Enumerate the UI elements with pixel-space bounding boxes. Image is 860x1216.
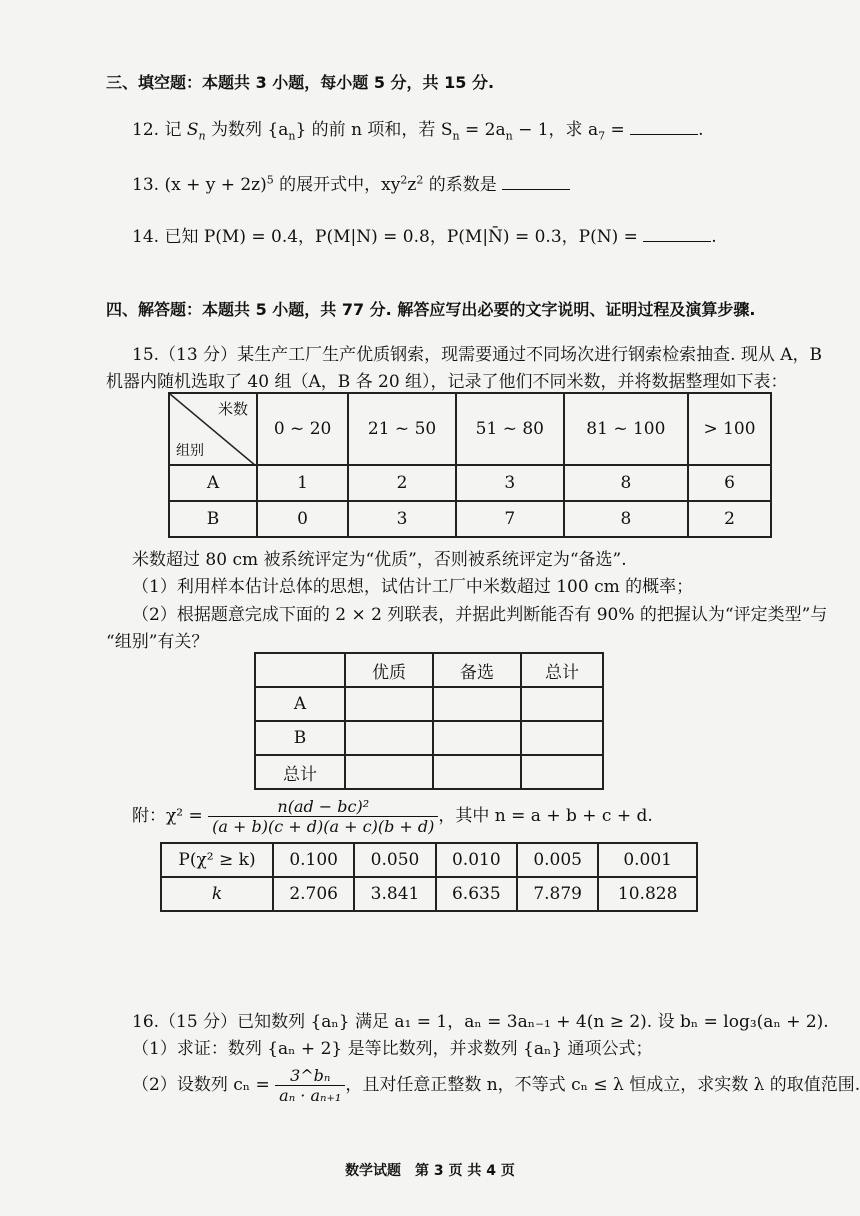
- table-cell: 0.001: [598, 843, 697, 877]
- header-cell: [255, 653, 345, 687]
- table-row: [255, 687, 603, 721]
- empty-cell[interactable]: [433, 721, 521, 755]
- table-cell: 3: [456, 465, 564, 501]
- table-cell: 8: [564, 501, 688, 537]
- empty-cell[interactable]: [521, 687, 603, 721]
- empty-cell[interactable]: [345, 687, 433, 721]
- q15-part-1: （1）利用样本估计总体的思想，试估计工厂中米数超过 100 cm 的概率；: [132, 577, 694, 597]
- header-cell: 优质: [345, 653, 433, 687]
- chi-square-formula: 附：χ² = $\frac{\text{n(ad − bc)²}}{(a + b)(c + d)(a + c)(b + d)}$ ，其中 n = a + b + c + d.: [132, 797, 653, 836]
- col-header: 21 ~ 50: [348, 393, 456, 465]
- q15-line-3: 米数超过 80 cm 被系统评定为“优质”，否则被系统评定为“备选”.: [132, 550, 627, 570]
- table-cell: 3.841: [354, 877, 435, 911]
- c-n-fraction: $\frac{\text{3\textasciicircum{}bₙ}}{\text{aₙ · aₙ₊₁}}$: [275, 1066, 345, 1105]
- table-cell: 2.706: [273, 877, 354, 911]
- empty-cell[interactable]: [433, 755, 521, 789]
- question-13: 13. $(x + y + 2z)^5$ 的展开式中，$xy^2z^2$ 的系数是: [132, 170, 570, 195]
- q15-line-6: “组别”有关？: [106, 632, 209, 652]
- answer-blank[interactable]: [630, 120, 698, 135]
- table-cell: 3: [348, 501, 456, 537]
- table-row: [255, 755, 603, 789]
- table-cell: 0: [257, 501, 348, 537]
- table-row: [169, 465, 771, 501]
- table-row: [255, 721, 603, 755]
- question-12: 12. 记 $S_n$ 为数列 $\{a_n\}$ 的前 n 项和，若 $S_n = 2a_n - 1$，求 $a_7$ = .: [132, 120, 704, 143]
- question-14: 14. 已知 P(M) = 0.4，P(M|N) = 0.8，P(M|N̄) = 0.3，P(N) = .: [132, 227, 717, 247]
- row-label: k: [161, 877, 273, 911]
- q16-line-1: 16.（15 分）已知数列 {aₙ} 满足 a₁ = 1，aₙ = 3aₙ₋₁ + 4(n ≥ 2). 设 bₙ = log₃(aₙ + 2).: [132, 1012, 829, 1032]
- col-header: 51 ~ 80: [456, 393, 564, 465]
- header-cell: 总计: [521, 653, 603, 687]
- section-3-title: 三、填空题：本题共 3 小题，每小题 5 分，共 15 分.: [106, 73, 495, 92]
- table-cell: 0.050: [354, 843, 435, 877]
- table-row: [169, 501, 771, 537]
- table-row: [161, 877, 697, 911]
- q15-line-1: 15.（13 分）某生产工厂生产优质钢索，现需要通过不同场次进行钢索检索抽查. 现从 A，B: [132, 345, 823, 365]
- critical-value-table: [160, 842, 698, 912]
- table-cell: 10.828: [598, 877, 697, 911]
- answer-blank[interactable]: [643, 227, 711, 242]
- row-label: 总计: [255, 755, 345, 789]
- table-row: [161, 843, 697, 877]
- contingency-table: [254, 652, 604, 790]
- q16-part-1: （1）求证：数列 {aₙ + 2} 是等比数列，并求数列 {aₙ} 通项公式；: [132, 1039, 653, 1059]
- table-corner-cell: [169, 393, 257, 465]
- table-cell: 0.010: [436, 843, 517, 877]
- col-header: 0 ~ 20: [257, 393, 348, 465]
- row-label: B: [169, 501, 257, 537]
- q15-line-2: 机器内随机选取了 40 组（A，B 各 20 组），记录了他们不同米数，并将数据整理如下表：: [106, 372, 788, 392]
- corner-top-label: 米数: [217, 400, 248, 418]
- table-cell: 0.005: [517, 843, 598, 877]
- formula-fraction: $\frac{\text{n(ad − bc)²}}{(a + b)(c + d)(a + c)(b + d)}$: [208, 797, 438, 836]
- col-header: 81 ~ 100: [564, 393, 688, 465]
- row-label: A: [169, 465, 257, 501]
- table-cell: 0.100: [273, 843, 354, 877]
- table-cell: 1: [257, 465, 348, 501]
- empty-cell[interactable]: [433, 687, 521, 721]
- table-cell: 6: [688, 465, 771, 501]
- row-label: B: [255, 721, 345, 755]
- empty-cell[interactable]: [345, 721, 433, 755]
- table-cell: 7.879: [517, 877, 598, 911]
- corner-bottom-label: 组别: [176, 443, 204, 459]
- answer-blank[interactable]: [502, 175, 570, 190]
- q15-part-2: （2）根据题意完成下面的 2 × 2 列联表，并据此判断能否有 90% 的把握认为“评定类型”与: [132, 605, 828, 625]
- header-cell: 备选: [433, 653, 521, 687]
- meter-data-table: [168, 392, 772, 538]
- table-cell: 6.635: [436, 877, 517, 911]
- section-4-title: 四、解答题：本题共 5 小题，共 77 分. 解答应写出必要的文字说明、证明过程及演算步骤.: [106, 300, 756, 319]
- row-label: P(χ² ≥ k): [161, 843, 273, 877]
- table-cell: 8: [564, 465, 688, 501]
- empty-cell[interactable]: [345, 755, 433, 789]
- col-header: > 100: [688, 393, 771, 465]
- empty-cell[interactable]: [521, 721, 603, 755]
- table-cell: 2: [348, 465, 456, 501]
- q16-part-2: （2）设数列 cₙ = $\frac{\text{3\textasciicircum{}bₙ}}{\text{aₙ · aₙ₊₁}}$ ，且对任意正整数 n，不等式 cₙ ≤ λ 恒成立，求实数 λ 的取值范围.: [132, 1066, 860, 1105]
- row-label: A: [255, 687, 345, 721]
- table-cell: 2: [688, 501, 771, 537]
- empty-cell[interactable]: [521, 755, 603, 789]
- page-footer: 数学试题 第 3 页 共 4 页: [345, 1163, 515, 1179]
- table-cell: 7: [456, 501, 564, 537]
